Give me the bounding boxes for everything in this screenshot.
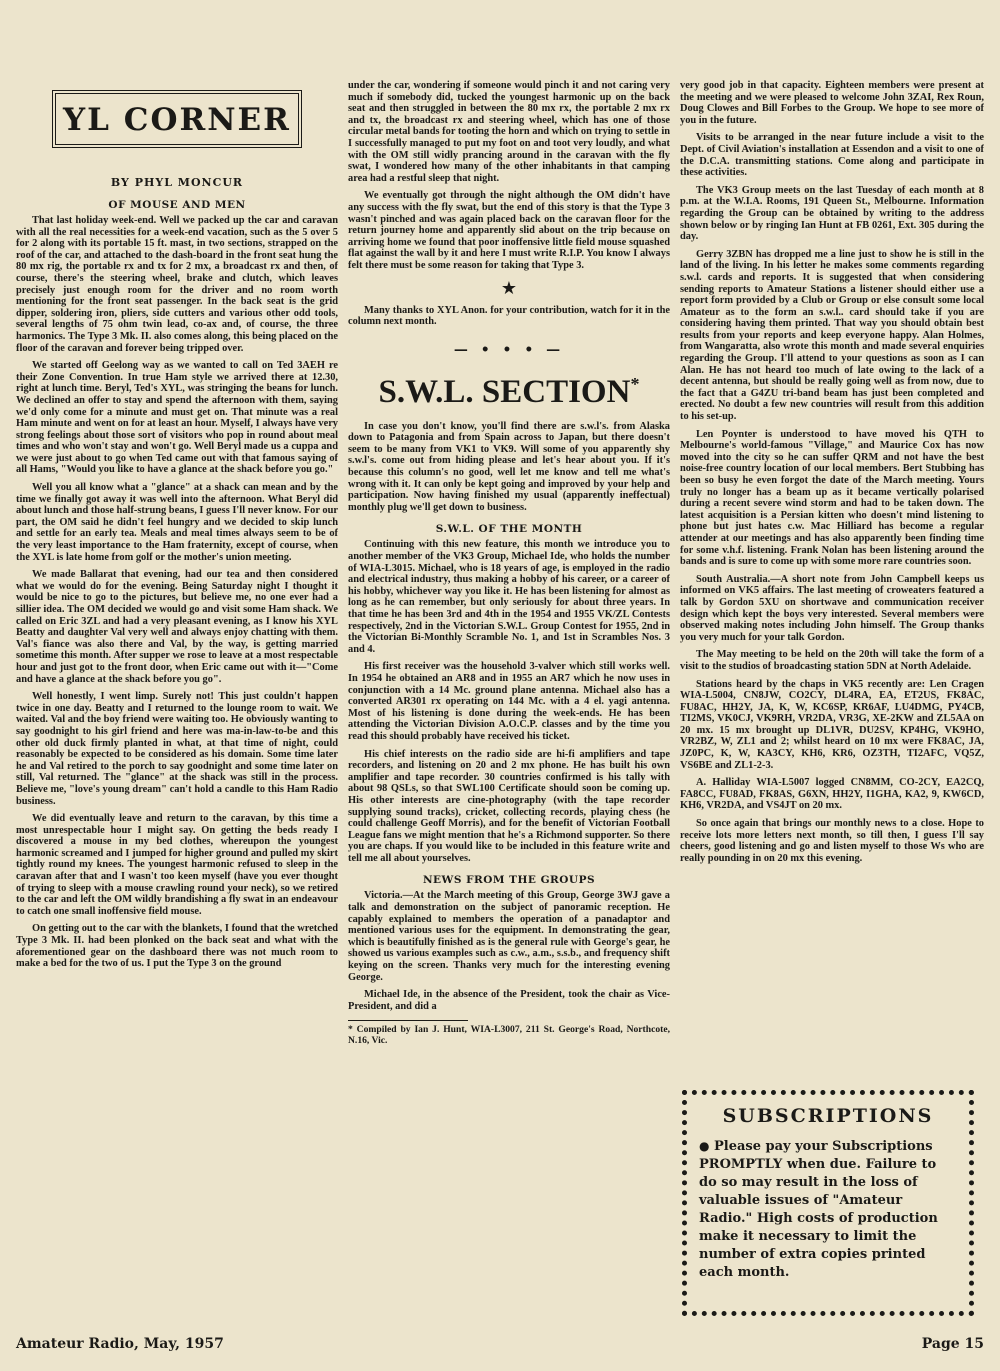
story-subheading: OF MOUSE AND MEN — [108, 199, 246, 211]
thanks-paragraph: Many thanks to XYL Anon. for your contribution, watch for it in the column next month. — [348, 304, 670, 328]
paragraph: Visits to be arranged in the near future include a visit to the Dept. of Civil Aviation's installation at Essendon and a visit to one of the D.C.A. transmitting stations. Come along and participate in these activities. — [680, 132, 984, 179]
swl-section-heading — [348, 374, 670, 411]
paragraph: That last holiday week-end. Well we packed up the car and caravan with all the real necessities for a week-end vacation, such as the 5 over 5 for 2 along with its portable 15 ft. mast, in two sections, strapped on the roof of the car, and attached to the dash-board in the front seat hung the 80 mx rig, the portable rx and tx for 2 mx, a broadcast rx and then, of course, there's the steering wheel, brake and clutch, which leaves precisely just enough room for the driver and no room worth mentioning for the front seat passenger. In the back seat is the grid dipper, soldering iron, pliers, side cutters and various other odd tools, several lengths of 75 ohm twin lead, co-ax and, of course, the three harmonics. The Type 3 Mk. II. also comes along, this being placed on the floor of the caravan and forever being tripped over. — [16, 215, 338, 354]
victoria-paragraph — [348, 890, 670, 983]
paragraph: A. Halliday WIA-L5007 logged CN8MM, CO-2CY, EA2CQ, FA8CC, FU8AD, FK8AS, G6XN, HH2Y, I1GHA, KA2, 9, KW6CD, KH6, VR2DA, and VS4JT on 20 mx. — [680, 777, 984, 812]
byline: BY PHYL MONCUR — [110, 176, 244, 189]
paragraph: We did eventually leave and return to the caravan, by this time a most unrespectable hour I might say. On getting the beds ready I discovered a mouse in my bed clothes, whereupon the youngest harmonic screamed and I jumped for higher ground and pulled my skirt tightly round my knees. The youngest harmonic refused to sleep in the caravan after that and I wasn't too keen myself (have you ever thought of trying to sleep with a mouse crawling round your neck), so we retired to the car and left the OM wildly brandishing a fly swat in an endeavour to catch one small inoffensive field mouse. — [16, 813, 338, 917]
paragraph: We made Ballarat that evening, had our tea and then considered what we would do for the evening. Being Saturday night I thought it would be nice to go to the pictures, but believe me, no one ever had a sillier idea. The OM decided we would go and visit some Ham shack. We called on Eric 3ZL and had a very pleasant evening, as I know his XYL Beatty and daughter Val very well and always enjoy chatting with them. Val's fiance was also there and Val, by the way, is getting married sometime this month. After supper we rose to leave at a most respectable hour and just got to the front door, when Eric came out with it—"Come and have a glance at the shack before you go". — [16, 569, 338, 685]
footnote: * Compiled by Ian J. Hunt, WIA-L3007, 211 St. George's Road, Northcote, N.16, Vic. — [348, 1024, 670, 1047]
column-2 — [348, 80, 670, 1052]
paragraph: His chief interests on the radio side are hi-fi amplifiers and tape recorders, and listening on 20 and 2 mx phone. He has built his own amplifier and tape recorder. 30 countries confirmed is his tally with about 98 QSLs, so that SWL100 Certificate should soon be coming up. His other interests are cine-photography (with the tape recorder supplying sound tracks), cricket, collecting records, playing chess (he could challenge Geoff Morris), and for the benefit of Victorian Football League fans we might mention that he's a Richmond supporter. So there you are chaps. If you would like to be included in this feature write and tell me all about yourselves. — [348, 748, 670, 864]
yl-corner-heading: YL CORNER — [52, 90, 302, 148]
paragraph: Michael Ide, in the absence of the President, took the chair as Vice-President, and did a — [348, 989, 670, 1012]
page-number: Page 15 — [921, 1336, 984, 1352]
paragraph: We started off Geelong way as we wanted to call on Ted 3AEH re their Zone Convention. In true Ham style we arrived there at 12.30, right at lunch time. Beryl, Ted's XYL, was stringing the beans for lunch. We declined an offer to stay and spend the afternoon with them, saying we'd only come for a minute and must get on. That minute was a real Ham minute and went on for at least an hour. Myself, I always have very strong feelings about those sort of visitors who pop in round about meal times and who won't stay and won't go. Well Beryl made us a cuppa and we were just about to go when Ted came out with that famous saying of all Hams, "Would you like to have a glance at the shack before you go." — [16, 360, 338, 476]
paragraph: His first receiver was the household 3-valver which still works well. In 1954 he obtained an AR8 and in 1955 an AR7 which he now uses in conjunction with a 14 Mc. ground plane antenna. Michael also has a converted AR301 rx operating on 144 Mc. with a 4 el. yagi antenna. Most of his listening is done during the week-ends. He has been attending the Victorian Division A.O.C.P. classes and by the time you read this should probably have received his ticket. — [348, 661, 670, 742]
paragraph: The VK3 Group meets on the last Tuesday of each month at 8 p.m. at the W.I.A. Rooms, 191 Queen St., Melbourne. Information regarding the Group can be obtained by writing to the address shown below or by ringing Ian Hunt at FB 0261, Ext. 305 during the day. — [680, 184, 984, 243]
subscriptions-box — [682, 1090, 974, 1316]
paragraph: So once again that brings our monthly news to a close. Hope to receive lots more letters next month, so till then, I guess I'll say cheers, good listening and go and listen myself to those Ws who are really pounding in on 20 mx this evening. — [680, 818, 984, 864]
column-3 — [680, 80, 984, 870]
column-1 — [16, 80, 338, 976]
publication-footer: Amateur Radio, May, 1957 — [16, 1336, 224, 1352]
swl-intro-paragraph: In case you don't know, you'll find there are s.w.l's. from Alaska down to Patagonia and from Spain across to Japan, but there doesn't seem to be many from VK1 to VK9. Will some of you apparently shy s.w.l's. come out from hiding please and let's hear about you. If it's because this column's no good, well let me know and tell me what's wrong with it. It can only be kept going and improved by your help and participation. Now having finished my usual (apparently ineffectual) monthly plug we'll get down to business. — [348, 420, 670, 513]
subscriptions-heading: SUBSCRIPTIONS — [722, 1105, 934, 1127]
paragraph: We eventually got through the night although the OM didn't have any success with the fly swat, but the end of this story is that the Type 3 wasn't pinched and was again placed back on the caravan floor for the return journey home and apparently slid about on the trip because on arriving home we found that poor inoffensive little field mouse squashed flat against the wall by it and here I must write R.I.P. You know I always felt there must be some reason for taking that Type 3. — [348, 190, 670, 271]
paragraph: Stations heard by the chaps in VK5 recently are: Len Cragen WIA-L5004, CN8JW, CO2CY, DL4RA, EA, ET2US, FK8AC, FU8AC, HH2Y, JA, K, W, KC6SP, KR6AF, LU4DMG, PY4CB, TI2MS, VK0CJ, VK9RH, VR2DA, VR3G, XE-2KW and ZL5AA on 20 mx. 15 mx brought up DL1VR, DU2SV, KP4HG, VK9HO, VR2BZ, W, ZL1 and 2; whilst heard on 10 mx were FK8AC, JA, JZ0PC, K, W, KA3CY, KH6, KR6, OZ3TH, TI2AFC, VQ5Z, VS6BE and ZL1-2-3. — [680, 678, 984, 771]
swl-heading-text: S.W.L. SECTION — [378, 373, 631, 410]
subscriptions-text: Please pay your Subscriptions PROMPTLY when due. Failure to do so may result in the loss of valuable issues of "Amateur Radio." High costs of production make it necessary to limit the number of extra copies printed each month. — [699, 1139, 938, 1280]
paragraph: Continuing with this new feature, this month we introduce you to another member of the VK3 Group, Michael Ide, who holds the number of WIA-L3015. Michael, who is 18 years of age, is employed in the radio and electrical industry, thus making a hobby of his career, or a career of his hobby, whichever way you like it. He has been listening for almost as long as he can remember, but only seriously for about three years. In that time he has been 3rd and 4th in the 1954 and 1955 VK/ZL Contests respectively, 2nd in the Victorian S.W.L. Group Contest for 1955, 2nd in the Victorian Bi-Monthly Scramble No. 1, and 1st in Scrambles Nos. 3 and 4. — [348, 539, 670, 655]
page-footer — [16, 1336, 984, 1358]
footnote-mark: * — [630, 373, 640, 394]
paragraph: On getting out to the car with the blankets, I found that the wretched Type 3 Mk. II. had been plonked on the back seat and what with the aforementioned gear on the dashboard there was not much room to make a bed for the two of us. I put the Type 3 on the ground — [16, 923, 338, 970]
section-separator: — • • • — — [453, 341, 565, 358]
bullet-icon: ● — [699, 1139, 710, 1153]
victoria-label: Victoria. — [364, 890, 403, 902]
paragraph: Well you all know what a "glance" at a shack can mean and by the time we finally got away it was well into the afternoon. What Beryl did about lunch and those half-strung beans, I guess I'll never know. For our part, the OM said he didn't feel hungry and we decided to skip lunch and settle for an early tea. Meals and meal times always seem to be of the very least importance to the Ham fraternity, except of course, when the XYL is late home from golf or the mother's union meeting. — [16, 482, 338, 563]
footnote-rule — [348, 1020, 468, 1021]
victoria-text: —At the March meeting of this Group, George 3WJ gave a talk and demonstration on the subject of panoramic reception. He capably explained to members the operation of a panadaptor and mentioned various uses for the equipment. In demonstrating the gear, which is beautifully finished as is the general rule with George's gear, he showed us various examples such as c.w., a.m., s.s.b., and frequency shift keying on the screen. Thanks very much for the interesting evening George. — [348, 890, 670, 983]
south-australia-paragraph — [680, 574, 984, 644]
subscriptions-text-block — [699, 1137, 957, 1282]
paragraph: under the car, wondering if someone would pinch it and not caring very much if somebody did, tucked the youngest harmonic up on the back seat and then struggled in between the 80 mx rx, the portable 2 mx rx and tx, the broadcast rx and steering wheel, which has one of those circular metal bands for tooting the horn and which on trying to settle in I successfully managed to put my foot on and toot very loudly, and what with the OM still widly prancing around in the caravan with the fly swat, I wondered how many of the other inhabitants in that camping area had a restful sleep that night. — [348, 80, 670, 184]
paragraph: Len Poynter is understood to have moved his QTH to Melbourne's world-famous "Village," and Maurice Cox has now moved into the city so he can suffer QRM and not have the best noise-free country location of our local members. Bert Stubbing has been so busy he even forgot the date of the March meeting. Yours truly no longer has a beam up as it became vertically polarised during a recent severe wind storm and had to be taken down. The latest acquisition is a Persian kitten who doesn't mind listening to phone but just hates c.w. Mac Hilliard has become a regular attender at our meetings and has also apparently been finding time for some v.h.f. listening. Frank Nolan has been listening around the bands and is sure to come up with some more rare countries soon. — [680, 428, 984, 568]
paragraph: The May meeting to be held on the 20th will take the form of a visit to the studios of broadcasting station 5DN at North Adelaide. — [680, 649, 984, 672]
south-australia-label: South Australia. — [696, 573, 771, 585]
news-groups-heading: NEWS FROM THE GROUPS — [422, 874, 596, 887]
star-divider: ★ — [500, 277, 518, 299]
paragraph: very good job in that capacity. Eighteen members were present at the meeting and we were pleased to welcome John 3ZAI, Rex Roun, Doug Clowes and Bill Forbes to the Group. We hope to see more of you in the future. — [680, 80, 984, 126]
paragraph: Gerry 3ZBN has dropped me a line just to show he is still in the land of the living. In his letter he makes some comments regarding s.w.l. cards and reports. It is suggested that when considering sending reports to Amateur Stations a listener should either use a report form provided by a Club or Group or else consult some local Amateur as to the form an s.w.l.. card should take if you are considering having them printed. That way you should obtain best results from your reports and keep everyone happy. Alan Holmes, from Wangaratta, also wrote this month and made several enquiries regarding the Group. I'll attend to your questions as soon as I can Alan. He has not heard too much of late owing to the lack of a decent antenna, but should be really going well as from now, due to the fact that a G4ZU tri-band beam has just been completed and erected. No doubt a few new countries will result from this addition to his set-up. — [680, 248, 984, 423]
paragraph: Well honestly, I went limp. Surely not! This just couldn't happen twice in one day. Beatty and I returned to the lounge room to wait. We waited. Val and the boy friend were waiting too. He obviously wanting to say goodnight to his girl friend and here was ma-in-law-to-be and this other old duck firmly planted in what, at that time of night, could reasonably be expected to be considered as his domain. Some time later he and Val retired to the porch to say goodnight and some time later on still, Val returned. The "glance" at the shack was still in the process. Believe me, "love's young dream" can't hold a candle to this Ham Radio business. — [16, 691, 338, 807]
swl-of-month-heading: S.W.L. OF THE MONTH — [435, 523, 583, 536]
south-australia-text: —A short note from John Campbell keeps us informed on VK5 affairs. The last meeting of croweaters featured a talk by Gordon 5XU on shortwave and communication receiver design which kept the boys very interested. Several members were observed making notes including John himself. The Group thanks you very much for your talk Gordon. — [680, 573, 984, 643]
